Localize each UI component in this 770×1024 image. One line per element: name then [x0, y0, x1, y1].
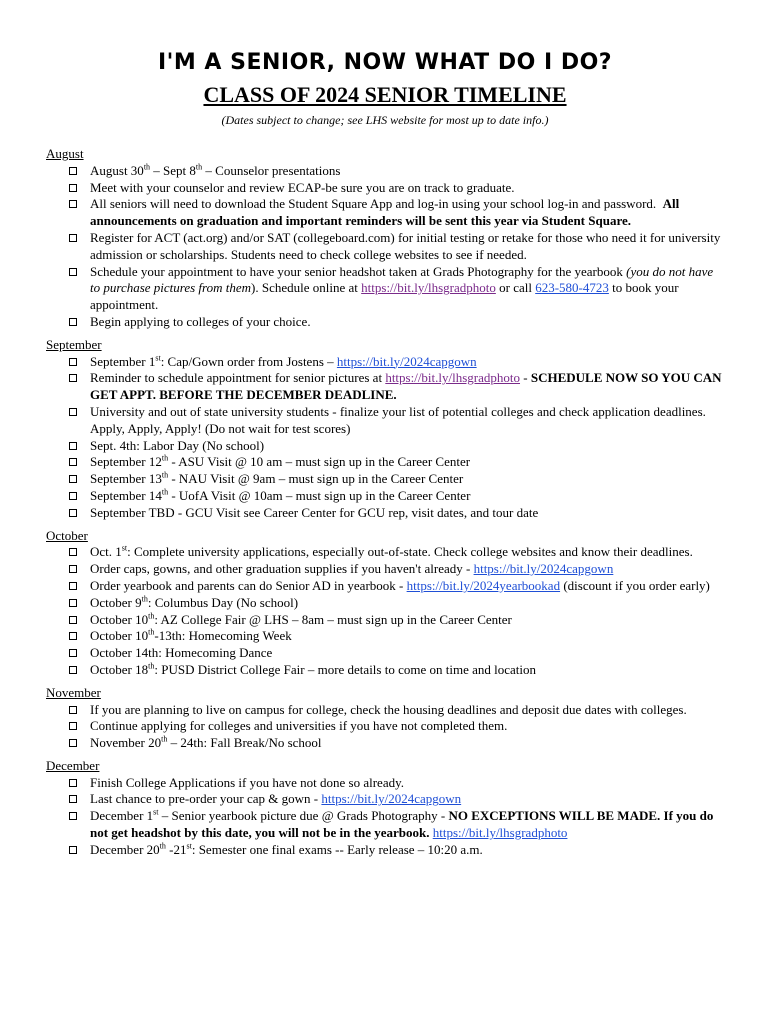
checkbox-icon[interactable] [69, 200, 77, 208]
checkbox-icon[interactable] [69, 649, 77, 657]
list-item: September 12th - ASU Visit @ 10 am – must sign up in the Career Center [46, 454, 724, 471]
checkbox-icon[interactable] [69, 374, 77, 382]
list-item: Continue applying for colleges and universities if you have not completed them. [46, 718, 724, 735]
grad-photo-link[interactable]: https://bit.ly/lhsgradphoto [432, 825, 568, 841]
list-item: If you are planning to live on campus for college, check the housing deadlines and deposit due dates with colleges. [46, 702, 724, 719]
list-item: All seniors will need to download the Student Square App and log-in using your school log-in and password. All announcements on graduation and important reminders will be sent this year via Student Square. [46, 196, 724, 230]
checkbox-icon[interactable] [69, 475, 77, 483]
checkbox-icon[interactable] [69, 739, 77, 747]
capgown-link[interactable]: https://bit.ly/2024capgown [473, 561, 614, 577]
page-subtitle: CLASS OF 2024 SENIOR TIMELINE [203, 82, 567, 107]
section-september [46, 337, 724, 522]
yearbook-ad-link[interactable]: https://bit.ly/2024yearbookad [406, 577, 561, 593]
checkbox-icon[interactable] [69, 358, 77, 366]
month-heading: November [46, 684, 101, 700]
month-heading: August [46, 146, 84, 161]
checkbox-icon[interactable] [69, 318, 77, 326]
list-item: Register for ACT (act.org) and/or SAT (collegeboard.com) for initial testing or retake for those who need it for university admission or scholarships. Students need to check college websites to see if needed. [46, 230, 724, 264]
checkbox-icon[interactable] [69, 599, 77, 607]
checkbox-icon[interactable] [69, 442, 77, 450]
list-item: Schedule your appointment to have your senior headshot taken at Grads Photography for the yearbook (you do not have to purchase pictures from them). Schedule online at https://bit.ly/lhsgradphoto or call 623-580-4723 to book your appointment. [46, 264, 724, 314]
checkbox-icon[interactable] [69, 492, 77, 500]
checklist [46, 354, 724, 522]
checkbox-icon[interactable] [69, 509, 77, 517]
list-item: Meet with your counselor and review ECAP-be sure you are on track to graduate. [46, 180, 724, 197]
checkbox-icon[interactable] [69, 565, 77, 573]
checkbox-icon[interactable] [69, 458, 77, 466]
checklist [46, 163, 724, 331]
list-item: Order caps, gowns, and other graduation supplies if you haven't already - https://bit.ly/2024capgown [46, 561, 724, 578]
month-heading: September [46, 336, 102, 352]
checkbox-icon[interactable] [69, 408, 77, 416]
list-item: October 9th: Columbus Day (No school) [46, 595, 724, 612]
capgown-link[interactable]: https://bit.ly/2024capgown [336, 353, 477, 369]
list-item: October 10th-13th: Homecoming Week [46, 628, 724, 645]
list-item: November 20th – 24th: Fall Break/No school [46, 735, 724, 752]
list-item: September 13th - NAU Visit @ 9am – must sign up in the Career Center [46, 471, 724, 488]
section-october [46, 528, 724, 679]
checkbox-icon[interactable] [69, 846, 77, 854]
checkbox-icon[interactable] [69, 632, 77, 640]
checkbox-icon[interactable] [69, 795, 77, 803]
checkbox-icon[interactable] [69, 722, 77, 730]
month-heading: December [46, 757, 100, 773]
checkbox-icon[interactable] [69, 706, 77, 714]
page-title: I'M A SENIOR, NOW WHAT DO I DO? [157, 50, 613, 75]
checkbox-icon[interactable] [69, 548, 77, 556]
list-item: September 14th - UofA Visit @ 10am – must sign up in the Career Center [46, 488, 724, 505]
list-item: December 1st – Senior yearbook picture due @ Grads Photography - NO EXCEPTIONS WILL BE MADE. If you do not get headshot by this date, you will not be in the yearbook. https://bit.ly/lhsgradphoto [46, 808, 724, 842]
list-item: September 1st: Cap/Gown order from Jostens – https://bit.ly/2024capgown [46, 354, 724, 371]
list-item: October 14th: Homecoming Dance [46, 645, 724, 662]
checklist [46, 775, 724, 859]
list-item: September TBD - GCU Visit see Career Center for GCU rep, visit dates, and tour date [46, 505, 724, 522]
checkbox-icon[interactable] [69, 234, 77, 242]
checkbox-icon[interactable] [69, 167, 77, 175]
grad-photo-link[interactable]: https://bit.ly/lhsgradphoto [385, 370, 521, 386]
checklist [46, 544, 724, 678]
checkbox-icon[interactable] [69, 184, 77, 192]
checklist [46, 702, 724, 752]
list-item: Begin applying to colleges of your choice. [46, 314, 724, 331]
phone-link[interactable]: 623-580-4723 [535, 280, 609, 296]
list-item: Oct. 1st: Complete university applications, especially out-of-state. Check college websites and know their deadlines. [46, 544, 724, 561]
section-august [46, 146, 724, 331]
list-item: Order yearbook and parents can do Senior AD in yearbook - https://bit.ly/2024yearbookad (discount if you order early) [46, 578, 724, 595]
grad-photo-link[interactable]: https://bit.ly/lhsgradphoto [361, 280, 496, 296]
list-item: University and out of state university students - finalize your list of potential colleges and check application deadlines. Apply, Apply, Apply! (Do not wait for test scores) [46, 404, 724, 438]
list-item: October 18th: PUSD District College Fair – more details to come on time and location [46, 662, 724, 679]
section-november [46, 685, 724, 752]
dates-note: (Dates subject to change; see LHS website for most up to date info.) [221, 113, 549, 127]
checkbox-icon[interactable] [69, 666, 77, 674]
section-december [46, 758, 724, 859]
list-item: December 20th -21st: Semester one final exams -- Early release – 10:20 a.m. [46, 842, 724, 859]
month-heading: October [46, 527, 88, 543]
list-item: Sept. 4th: Labor Day (No school) [46, 438, 724, 455]
list-item: Reminder to schedule appointment for senior pictures at https://bit.ly/lhsgradphoto - SCHEDULE NOW SO YOU CAN GET APPT. BEFORE THE DECEMBER DEADLINE. [46, 370, 724, 404]
checkbox-icon[interactable] [69, 779, 77, 787]
list-item: August 30th – Sept 8th – Counselor presentations [46, 163, 724, 180]
checkbox-icon[interactable] [69, 582, 77, 590]
list-item: Finish College Applications if you have not done so already. [46, 775, 724, 792]
checkbox-icon[interactable] [69, 268, 77, 276]
list-item: Last chance to pre-order your cap & gown - https://bit.ly/2024capgown [46, 791, 724, 808]
checkbox-icon[interactable] [69, 616, 77, 624]
checkbox-icon[interactable] [69, 812, 77, 820]
list-item: October 10th: AZ College Fair @ LHS – 8am – must sign up in the Career Center [46, 612, 724, 629]
capgown-link[interactable]: https://bit.ly/2024capgown [321, 791, 462, 807]
